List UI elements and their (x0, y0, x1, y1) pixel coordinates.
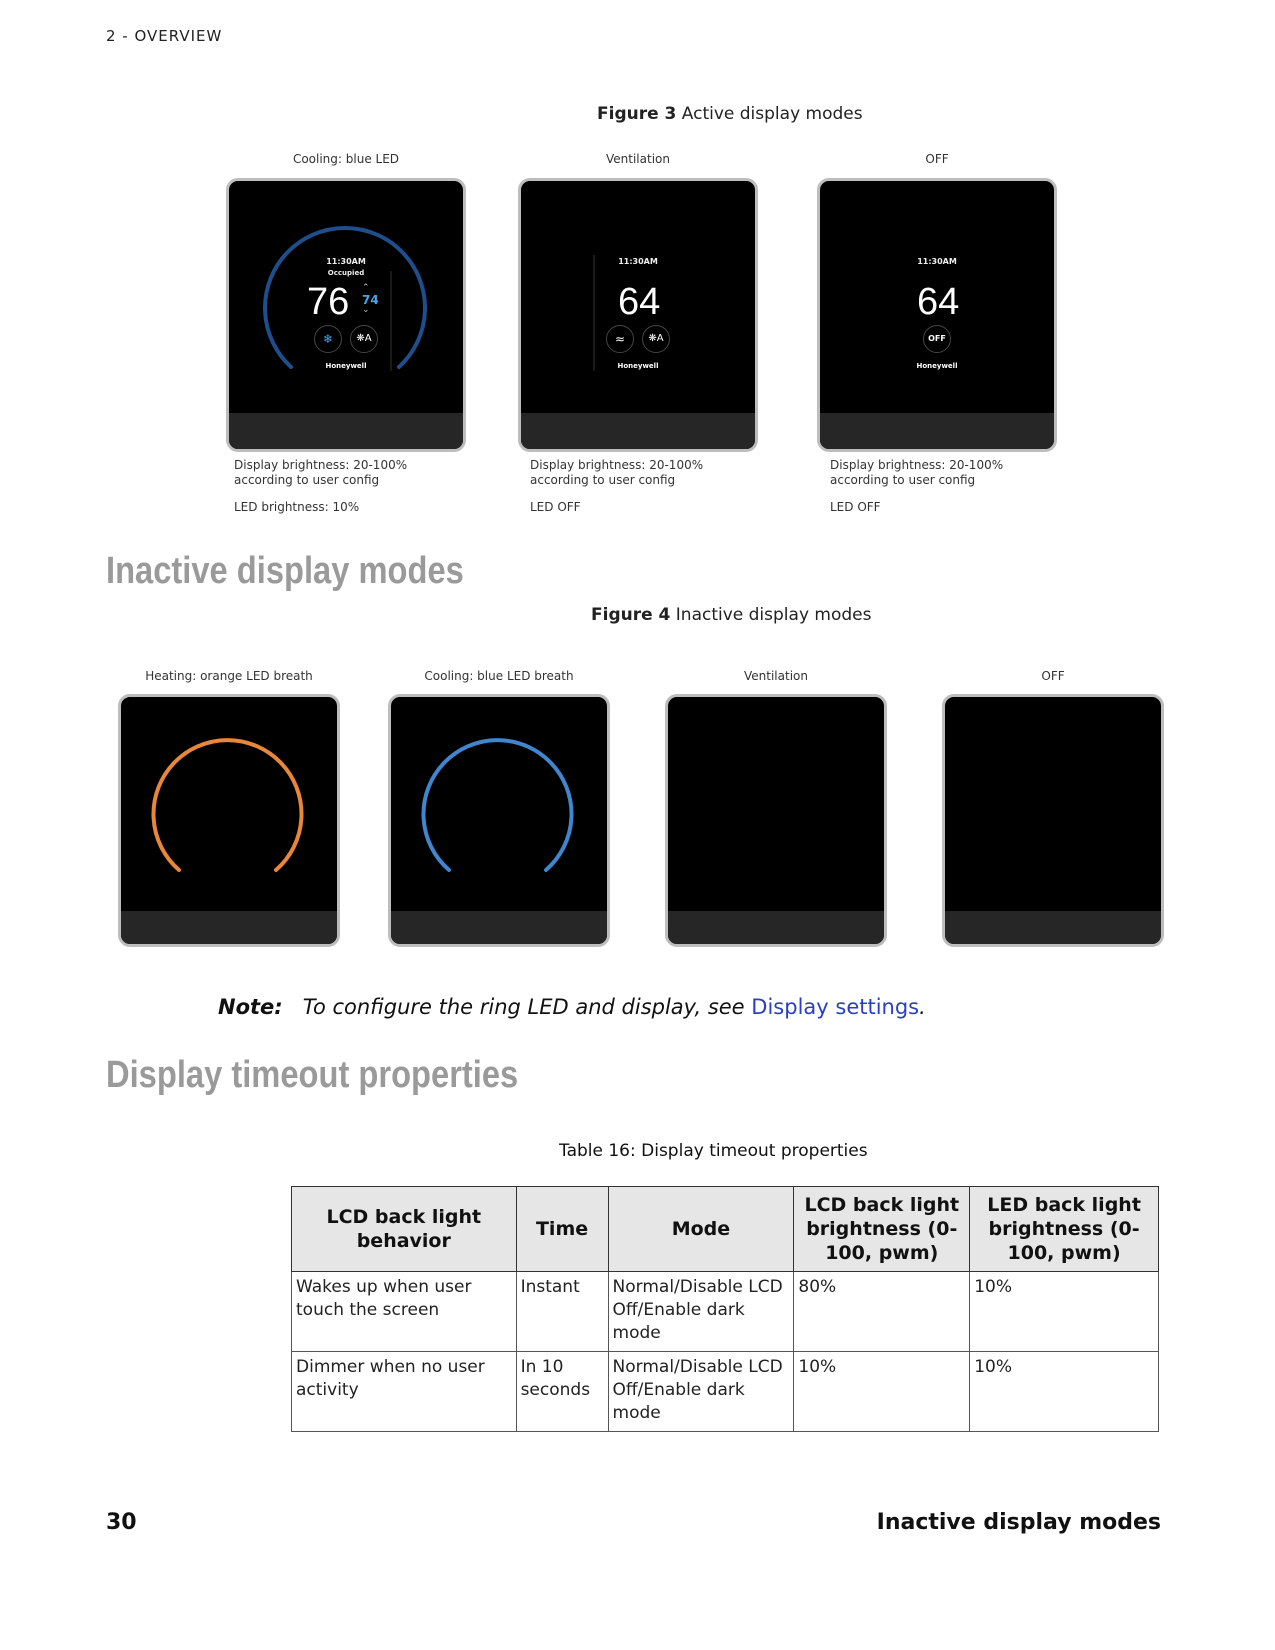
device-caption-cooling-breath: Cooling: blue LED breath (424, 669, 574, 683)
cooling-ring (391, 697, 607, 944)
device-bezel (121, 911, 337, 944)
device-caption-cooling: Cooling: blue LED (292, 152, 400, 166)
device-caption-ventilation: Ventilation (606, 152, 670, 166)
device-caption-off-inactive: OFF (1041, 669, 1065, 683)
fan-auto-icon[interactable]: ❋A (642, 325, 670, 353)
cell-lcd-brightness: 80% (794, 1272, 970, 1352)
ventilation-icon[interactable]: ≈ (606, 325, 634, 353)
clock-time: 11:30AM (326, 257, 366, 266)
cell-led-brightness: 10% (970, 1272, 1159, 1352)
cell-behavior: Wakes up when user touch the screen (292, 1272, 517, 1352)
brand-logo: Honeywell (325, 362, 367, 370)
table-row (292, 1352, 1159, 1432)
note-end: . (919, 995, 926, 1019)
snowflake-icon[interactable]: ❄ (314, 325, 342, 353)
thermostat-off (817, 178, 1057, 452)
current-temperature: 64 (618, 281, 661, 323)
device-bezel (820, 413, 1054, 449)
mode-off-button[interactable]: OFF (923, 325, 951, 353)
brightness-note: according to user config (530, 473, 676, 487)
chevron-up-icon[interactable]: ⌃ (362, 283, 370, 293)
header-led-brightness: LED back light brightness (0-100, pwm) (970, 1187, 1159, 1272)
figure-3-caption (597, 104, 863, 124)
table-16-title: Table 16: Display timeout properties (559, 1141, 868, 1161)
chevron-down-icon[interactable]: ⌄ (362, 305, 370, 315)
page-number: 30 (106, 1510, 137, 1535)
orange-led-ring (154, 740, 302, 870)
figure-3-title: Active display modes (681, 104, 863, 124)
device-bezel (668, 911, 884, 944)
note-label: Note: (218, 995, 283, 1019)
occupancy-status: Occupied (327, 269, 365, 277)
thermostat-ventilation-inactive (665, 694, 887, 947)
cell-lcd-brightness: 10% (794, 1352, 970, 1432)
thermostat-off-inactive (942, 694, 1164, 947)
brightness-description (830, 458, 1003, 488)
section-heading-inactive: Inactive display modes (106, 550, 464, 592)
cell-led-brightness: 10% (970, 1352, 1159, 1432)
led-brightness: LED brightness: 10% (234, 500, 360, 514)
cell-mode: Normal/Disable LCD Off/Enable dark mode (608, 1352, 794, 1432)
setpoint-value: 74 (362, 293, 379, 307)
section-heading-timeout: Display timeout properties (106, 1054, 519, 1096)
device-caption-ventilation-inactive: Ventilation (744, 669, 808, 683)
running-header: 2 - OVERVIEW (106, 27, 223, 45)
thermostat-ventilation (518, 178, 758, 452)
brand-logo: Honeywell (617, 362, 659, 370)
display-brightness: Display brightness: 20-100% (530, 458, 704, 472)
display-brightness: Display brightness: 20-100% (234, 458, 408, 472)
blue-led-ring (424, 740, 572, 870)
thermostat-cooling (226, 178, 466, 452)
note-text: To configure the ring LED and display, see (302, 995, 745, 1019)
device-bezel (521, 413, 755, 449)
figure-4-caption (591, 605, 871, 625)
device-bezel (229, 413, 463, 449)
brightness-note: according to user config (830, 473, 976, 487)
brightness-description (234, 458, 407, 488)
display-settings-link[interactable]: Display settings (751, 995, 920, 1019)
display-brightness: Display brightness: 20-100% (830, 458, 1004, 472)
current-temperature: 64 (917, 281, 960, 323)
header-mode: Mode (608, 1187, 794, 1272)
cell-time: In 10 seconds (516, 1352, 608, 1432)
brand-logo: Honeywell (916, 362, 958, 370)
device-caption-heating: Heating: orange LED breath (145, 669, 313, 683)
table-header-row (292, 1187, 1159, 1272)
heating-ring (121, 697, 337, 944)
header-behavior: LCD back light behavior (292, 1187, 517, 1272)
display-timeout-table (291, 1186, 1159, 1432)
figure-3-label: Figure 3 (597, 104, 677, 124)
brightness-description (530, 458, 703, 488)
note (218, 995, 926, 1019)
clock-time: 11:30AM (618, 257, 658, 266)
clock-time: 11:30AM (917, 257, 957, 266)
table-row (292, 1272, 1159, 1352)
led-status: LED OFF (530, 500, 581, 514)
current-temperature: 76 (307, 281, 350, 323)
footer-section-title: Inactive display modes (876, 1510, 1161, 1535)
cell-time: Instant (516, 1272, 608, 1352)
thermostat-heating-inactive (118, 694, 340, 947)
thermostat-cooling-inactive (388, 694, 610, 947)
header-lcd-brightness: LCD back light brightness (0-100, pwm) (794, 1187, 970, 1272)
led-status: LED OFF (830, 500, 881, 514)
device-bezel (391, 911, 607, 944)
cell-mode: Normal/Disable LCD Off/Enable dark mode (608, 1272, 794, 1352)
header-time: Time (516, 1187, 608, 1272)
fan-auto-icon[interactable]: ❋A (350, 325, 378, 353)
cell-behavior: Dimmer when no user activity (292, 1352, 517, 1432)
figure-4-label: Figure 4 (591, 605, 671, 625)
device-caption-off: OFF (925, 152, 949, 166)
figure-4-title: Inactive display modes (675, 605, 872, 625)
device-bezel (945, 911, 1161, 944)
brightness-note: according to user config (234, 473, 380, 487)
